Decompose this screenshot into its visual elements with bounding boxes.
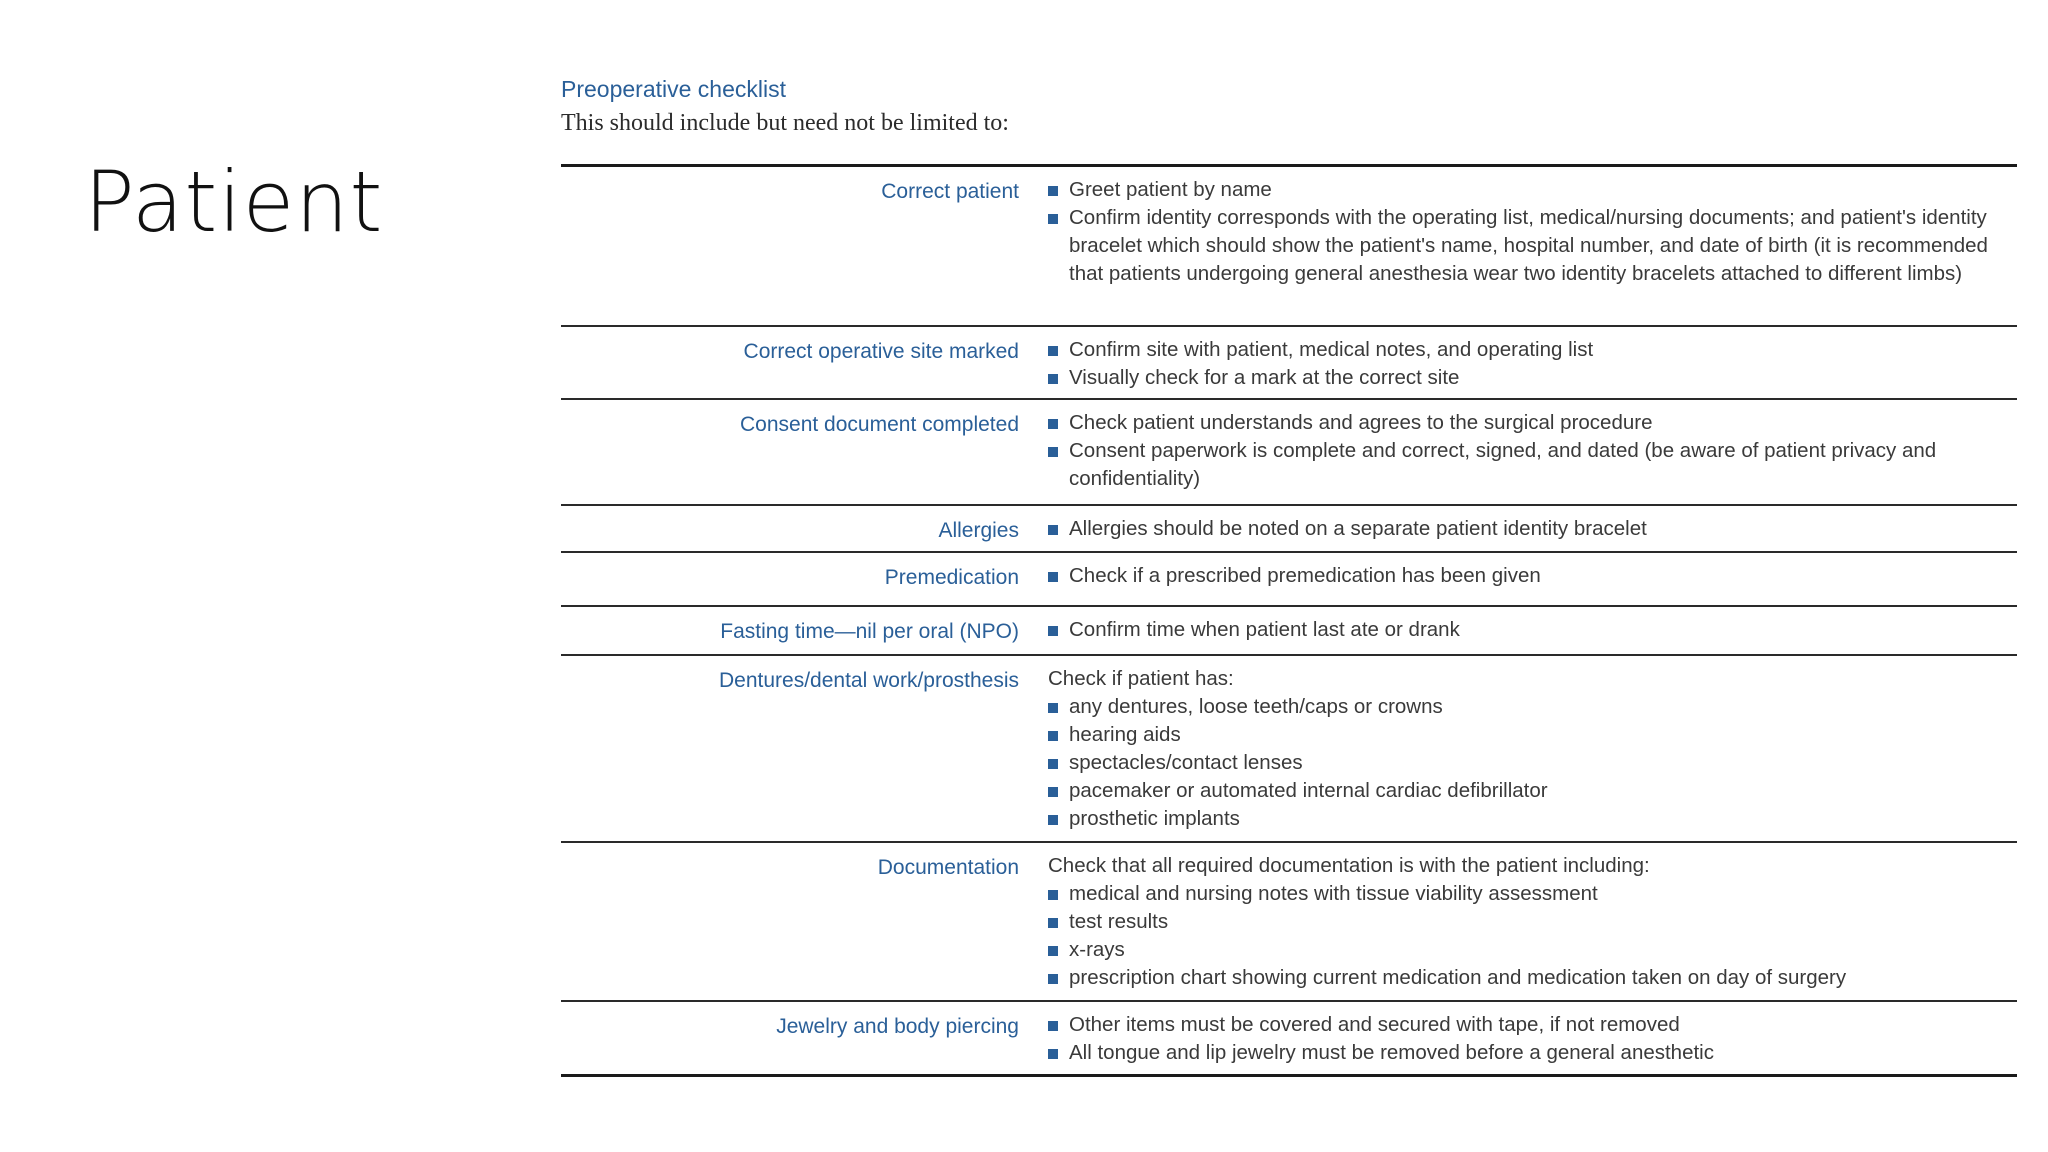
list-item [1048,721,2017,749]
list-item-text: All tongue and lip jewelry must be removed before a general anesthetic [1069,1041,1714,1064]
list-item-text: Check patient understands and agrees to the surgical procedure [1069,411,1653,434]
checklist-row-operative-site [561,325,2017,398]
list-item-text: test results [1069,910,1169,933]
list-item-text: Allergies should be noted on a separate patient identity bracelet [1069,517,1647,540]
square-bullet-icon [1048,815,1058,825]
row-items [1048,665,2017,841]
row-items [1048,176,2017,325]
list-item-text: medical and nursing notes with tissue viability assessment [1069,882,1598,905]
list-item-text: spectacles/contact lenses [1069,751,1303,774]
list-item-text: any dentures, loose teeth/caps or crowns [1069,695,1443,718]
checklist-figure [561,74,2017,1077]
list-item [1048,204,2017,288]
checklist-row-dentures [561,654,2017,841]
square-bullet-icon [1048,731,1058,741]
square-bullet-icon [1048,419,1058,429]
row-label: Jewelry and body piercing [776,1015,1019,1038]
square-bullet-icon [1048,447,1058,457]
checklist-table [561,164,2017,1077]
row-label: Premedication [884,566,1019,589]
list-item [1048,964,2017,992]
list-item-text: prosthetic implants [1069,807,1240,830]
square-bullet-icon [1048,626,1058,636]
list-item [1048,364,2017,392]
row-items [1048,336,2017,398]
list-item [1048,693,2017,721]
list-item [1048,616,2017,644]
checklist-row-jewelry [561,1000,2017,1074]
list-item [1048,437,2017,493]
list-item [1048,336,2017,364]
list-item-text: Confirm site with patient, medical notes, and operating list [1069,338,1594,361]
list-item [1048,1011,2017,1039]
row-label: Allergies [938,519,1019,542]
list-intro-text: Check if patient has: [1048,667,1234,690]
square-bullet-icon [1048,186,1058,196]
square-bullet-icon [1048,572,1058,582]
row-items [1048,616,2017,654]
list-item-text: Confirm time when patient last ate or drank [1069,618,1460,641]
list-item [1048,908,2017,936]
square-bullet-icon [1048,787,1058,797]
square-bullet-icon [1048,918,1058,928]
row-items [1048,409,2017,504]
row-label: Dentures/dental work/prosthesis [719,669,1019,692]
row-items [1048,562,2017,605]
row-label: Correct operative site marked [743,340,1019,363]
list-intro-text: Check that all required documentation is with the patient including: [1048,854,1650,877]
row-label: Correct patient [881,180,1019,203]
list-item [1048,777,2017,805]
list-item [1048,805,2017,833]
list-item-text: Check if a prescribed premedication has been given [1069,564,1541,587]
list-item [1048,880,2017,908]
list-item [1048,562,2017,590]
checklist-row-correct-patient [561,167,2017,325]
square-bullet-icon [1048,974,1058,984]
list-item-text: Other items must be covered and secured with tape, if not removed [1069,1013,1680,1036]
checklist-row-documentation [561,841,2017,1000]
square-bullet-icon [1048,214,1058,224]
list-item [1048,409,2017,437]
square-bullet-icon [1048,1021,1058,1031]
checklist-row-premedication [561,551,2017,605]
square-bullet-icon [1048,346,1058,356]
square-bullet-icon [1048,525,1058,535]
list-item-text: Greet patient by name [1069,178,1272,201]
figure-caption-title: Preoperative checklist [561,76,786,102]
checklist-row-allergies [561,504,2017,551]
square-bullet-icon [1048,890,1058,900]
list-item [1048,936,2017,964]
square-bullet-icon [1048,1049,1058,1059]
list-item [1048,176,2017,204]
square-bullet-icon [1048,946,1058,956]
list-item-text: hearing aids [1069,723,1181,746]
list-item [1048,515,2017,543]
square-bullet-icon [1048,374,1058,384]
checklist-row-consent [561,398,2017,504]
list-item-text: Consent paperwork is complete and correct, signed, and dated (be aware of patient privacy and confidentiality) [1069,439,1937,490]
row-items [1048,1011,2017,1074]
list-item-text: Visually check for a mark at the correct site [1069,366,1460,389]
list-item-text: Confirm identity corresponds with the operating list, medical/nursing documents; and patient's identity bracelet which should show the patient's name, hospital number, and date of birth (it is recommended that patients undergoing general anesthesia wear two identity bracelets attached to different limbs) [1069,206,1988,285]
checklist-row-fasting [561,605,2017,654]
square-bullet-icon [1048,759,1058,769]
list-item-text: x-rays [1069,938,1125,961]
square-bullet-icon [1048,703,1058,713]
list-item-text: pacemaker or automated internal cardiac defibrillator [1069,779,1548,802]
row-label: Documentation [877,856,1019,879]
list-item [1048,749,2017,777]
row-label: Consent document completed [740,413,1019,436]
slide-title: Patient [84,153,384,251]
row-items [1048,515,2017,551]
list-item [1048,1039,2017,1067]
figure-caption-subtitle: This should include but need not be limited to: [561,110,1009,136]
row-items [1048,852,2017,1000]
list-item-text: prescription chart showing current medication and medication taken on day of surgery [1069,966,1847,989]
row-label: Fasting time—nil per oral (NPO) [720,620,1019,643]
